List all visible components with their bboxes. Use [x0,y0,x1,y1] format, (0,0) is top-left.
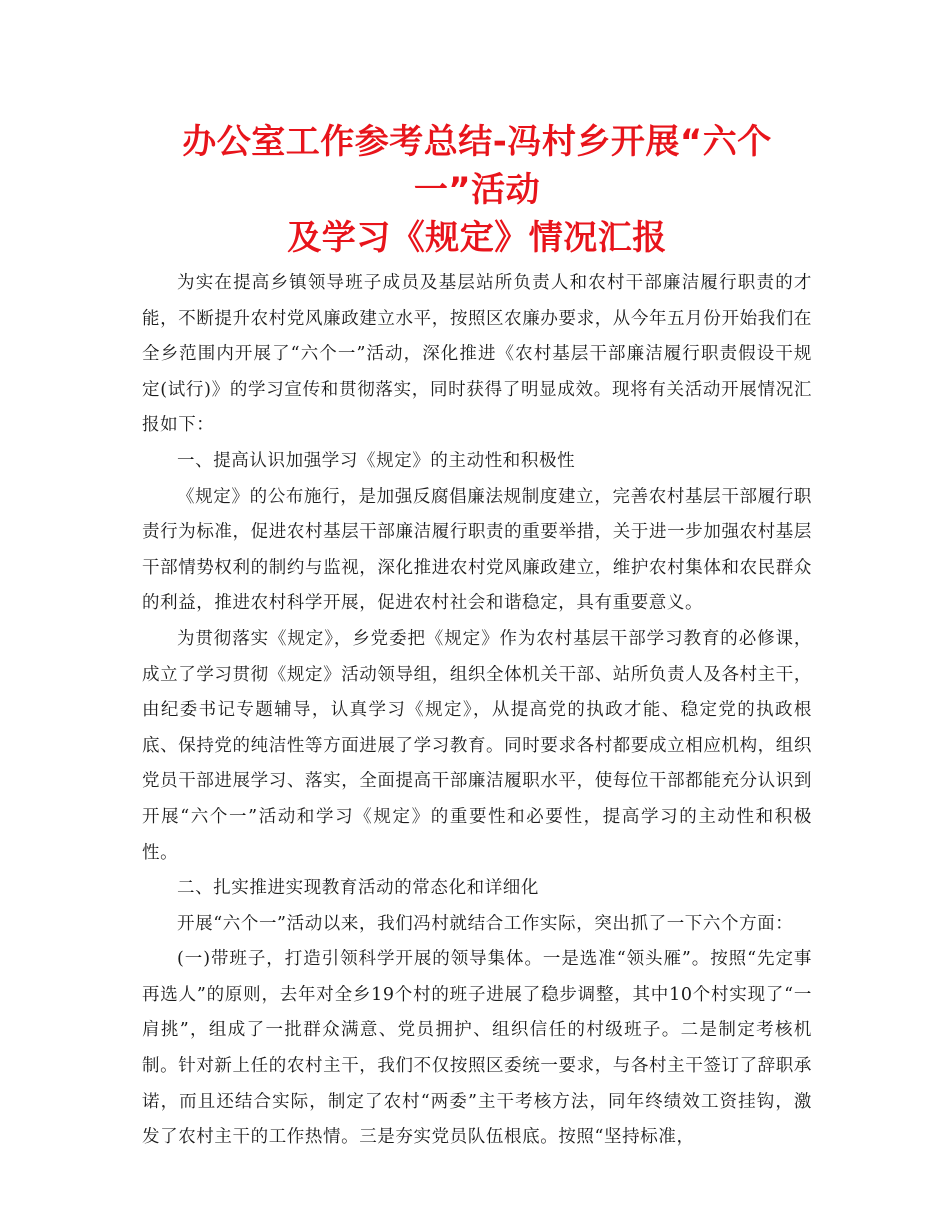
document-body [142,266,812,1156]
section-heading-2: 二、扎实推进实现教育活动的常态化和详细化 [177,878,539,899]
section-heading-1: 一、提高认识加强学习《规定》的主动性和积极性 [177,450,576,471]
paragraph-intro: 为实在提高乡镇领导班子成员及基层站所负责人和农村干部廉洁履行职责的才能，不断提升农村党风廉政建立水平，按照区农廉办要求，从今年五月份开始我们在全乡范围内开展了“六个一”活动，深化推进《农村基层干部廉洁履行职责假设干规定(试行)》的学习宣传和贯彻落实，同时获得了明显成效。现将有关活动开展情况汇报如下： [142,273,812,436]
paragraph: 开展“六个一”活动以来，我们冯村就结合工作实际，突出抓了一下六个方面： [177,913,794,934]
document-title [142,118,812,262]
paragraph: 为贯彻落实《规定》，乡党委把《规定》作为农村基层干部学习教育的必修课，成立了学习贯彻《规定》活动领导组，组织全体机关干部、站所负责人及各村主干，由纪委书记专题辅导，认真学习《规定》，从提高党的执政才能、稳定党的执政根底、保持党的纯洁性等方面进展了学习教育。同时要求各村都要成立相应机构，组织党员干部进展学习、落实，全面提高干部廉洁履职水平，使每位干部都能充分认识到开展“六个一”活动和学习《规定》的重要性和必要性，提高学习的主动性和积极性。 [142,628,812,863]
paragraph: (一)带班子，打造引领科学开展的领导集体。一是选准“领头雁”。按照“先定事再选人”的原则，去年对全乡19个村的班子进展了稳步调整，其中10个村实现了“一肩挑”，组成了一批群众满意、党员拥护、组织信任的村级班子。二是制定考核机制。针对新上任的农村主干，我们不仅按照区委统一要求，与各村主干签订了辞职承诺，而且还结合实际，制定了农村“两委”主干考核方法，同年终绩效工资挂钩，激发了农村主干的工作热情。三是夯实党员队伍根底。按照“坚持标准， [142,949,812,1148]
title-line-2: 及学习《规定》情况汇报 [287,218,667,258]
title-line-1: 办公室工作参考总结-冯村乡开展“六个一”活动 [182,122,772,210]
paragraph: 《规定》的公布施行，是加强反腐倡廉法规制度建立，完善农村基层干部履行职责行为标准，促进农村基层干部廉洁履行职责的重要举措，关于进一步加强农村基层干部情势权利的制约与监视，深化推进农村党风廉政建立，维护农村集体和农民群众的利益，推进农村科学开展，促进农村社会和谐稳定，具有重要意义。 [142,486,812,614]
